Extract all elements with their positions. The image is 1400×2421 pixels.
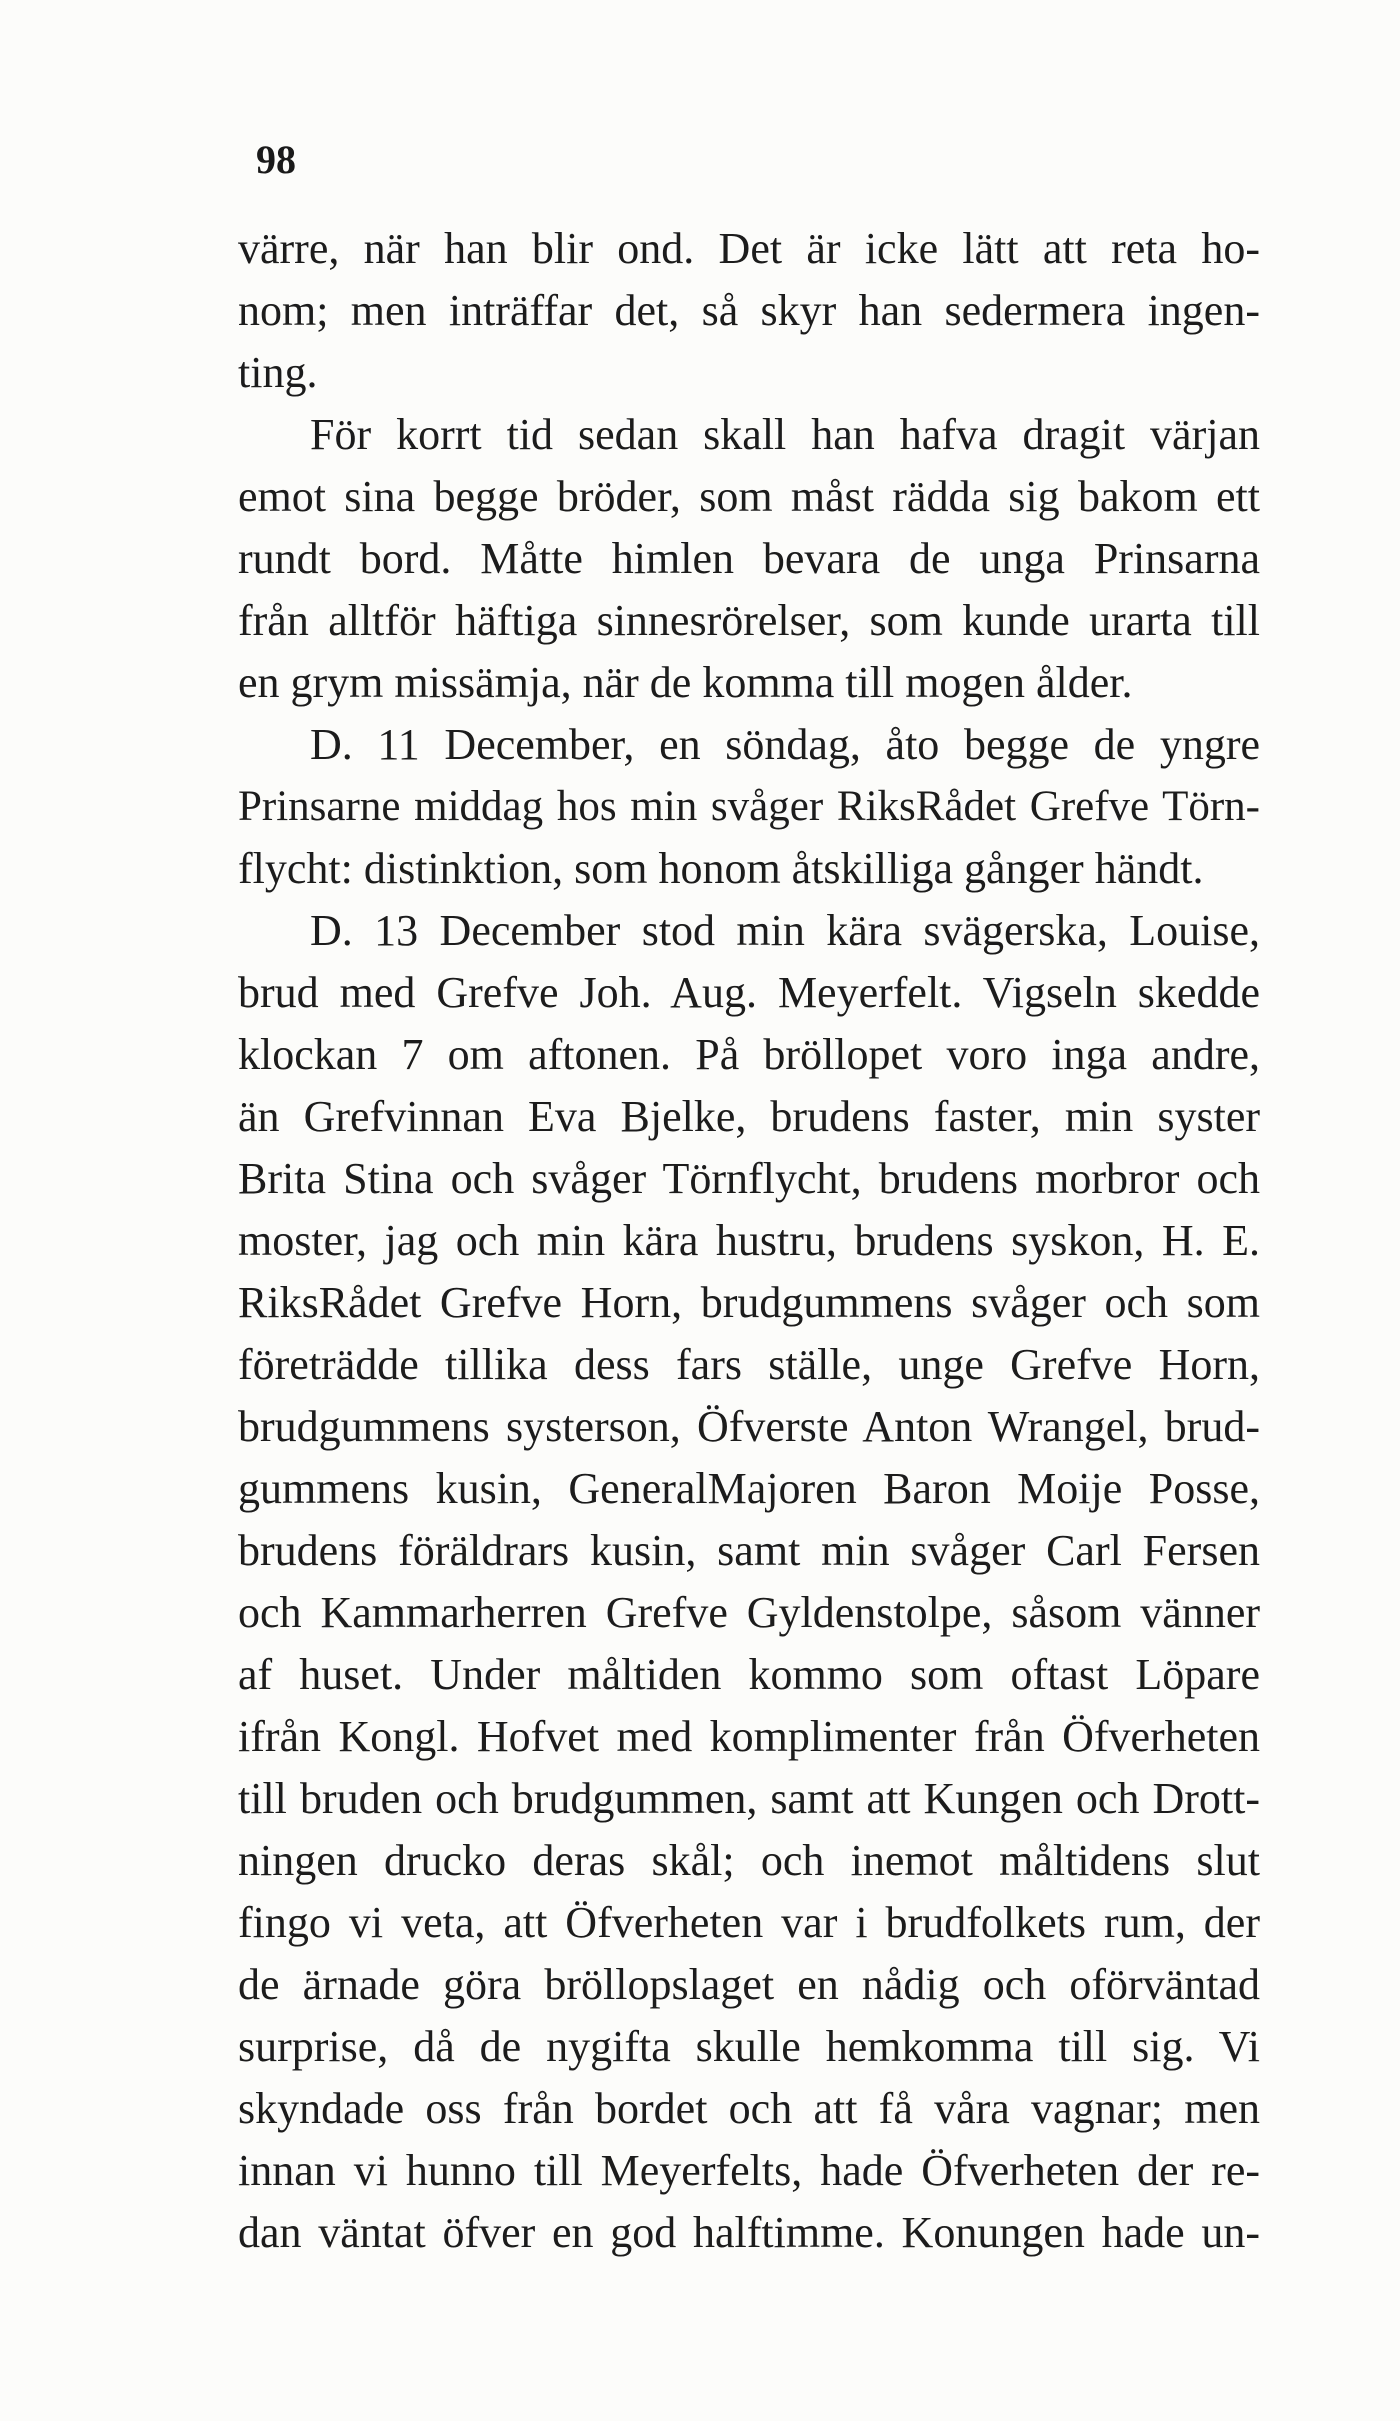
text-line: Brita Stina och svåger Törnflycht, brudens morbror och — [238, 1154, 1260, 1203]
text-line: fingo vi veta, att Öfverheten var i brudfolkets rum, der — [238, 1898, 1260, 1947]
text-line: Prinsarne middag hos min svåger RiksRådet Grefve Törn- — [238, 783, 1260, 830]
text-line: För korrt tid sedan skall han hafva dragit värjan — [310, 410, 1260, 459]
text-line: flycht: distinktion, som honom åtskilliga gånger händt. — [238, 844, 1204, 893]
text-line: rundt bord. Måtte himlen bevara de unga Prinsarna — [238, 534, 1260, 583]
text-line: än Grefvinnan Eva Bjelke, brudens faster, min syster — [238, 1092, 1260, 1141]
text-line: en grym missämja, när de komma till mogen ålder. — [238, 658, 1133, 707]
text-line: klockan 7 om aftonen. På bröllopet voro inga andre, — [238, 1030, 1260, 1079]
page-number: 98 — [256, 137, 296, 182]
text-line: D. 13 December stod min kära svägerska, Louise, — [310, 906, 1260, 955]
text-line: ningen drucko deras skål; och inemot måltidens slut — [238, 1836, 1260, 1885]
text-line: ting. — [238, 348, 318, 397]
text-line: af huset. Under måltiden kommo som oftast Löpare — [238, 1650, 1260, 1699]
text-line: moster, jag och min kära hustru, brudens syskon, H. E. — [238, 1216, 1260, 1265]
text-line: dan väntat öfver en god halftimme. Konungen hade un- — [238, 2208, 1260, 2257]
text-line: värre, när han blir ond. Det är icke lätt att reta ho- — [238, 224, 1260, 273]
text-line: till bruden och brudgummen, samt att Kungen och Drott- — [238, 1774, 1260, 1823]
text-line: brudens föräldrars kusin, samt min svåger Carl Fersen — [238, 1526, 1260, 1575]
text-line: och Kammarherren Grefve Gyldenstolpe, såsom vänner — [238, 1588, 1260, 1637]
text-line: nom; men inträffar det, så skyr han sedermera ingen- — [238, 286, 1260, 335]
text-line: från alltför häftiga sinnesrörelser, som kunde urarta till — [238, 596, 1260, 645]
text-line: RiksRådet Grefve Horn, brudgummens svåger och som — [238, 1278, 1260, 1327]
text-line: de ärnade göra bröllopslaget en nådig och oförväntad — [238, 1960, 1260, 2009]
text-line: gummens kusin, GeneralMajoren Baron Moije Posse, — [238, 1464, 1260, 1513]
text-line: skyndade oss från bordet och att få våra vagnar; men — [238, 2084, 1260, 2133]
text-line: brudgummens systerson, Öfverste Anton Wrangel, brud- — [238, 1402, 1260, 1451]
text-line: emot sina begge bröder, som måst rädda sig bakom ett — [238, 472, 1260, 521]
text-line: D. 11 December, en söndag, åto begge de yngre — [310, 720, 1260, 769]
body-text — [238, 218, 1260, 2264]
text-line: surprise, då de nygifta skulle hemkomma till sig. Vi — [238, 2022, 1260, 2071]
text-line: ifrån Kongl. Hofvet med komplimenter från Öfverheten — [238, 1712, 1260, 1761]
text-line: brud med Grefve Joh. Aug. Meyerfelt. Vigseln skedde — [238, 968, 1260, 1017]
text-line: innan vi hunno till Meyerfelts, hade Öfverheten der re- — [238, 2146, 1260, 2195]
text-line: företrädde tillika dess fars ställe, unge Grefve Horn, — [238, 1340, 1260, 1389]
